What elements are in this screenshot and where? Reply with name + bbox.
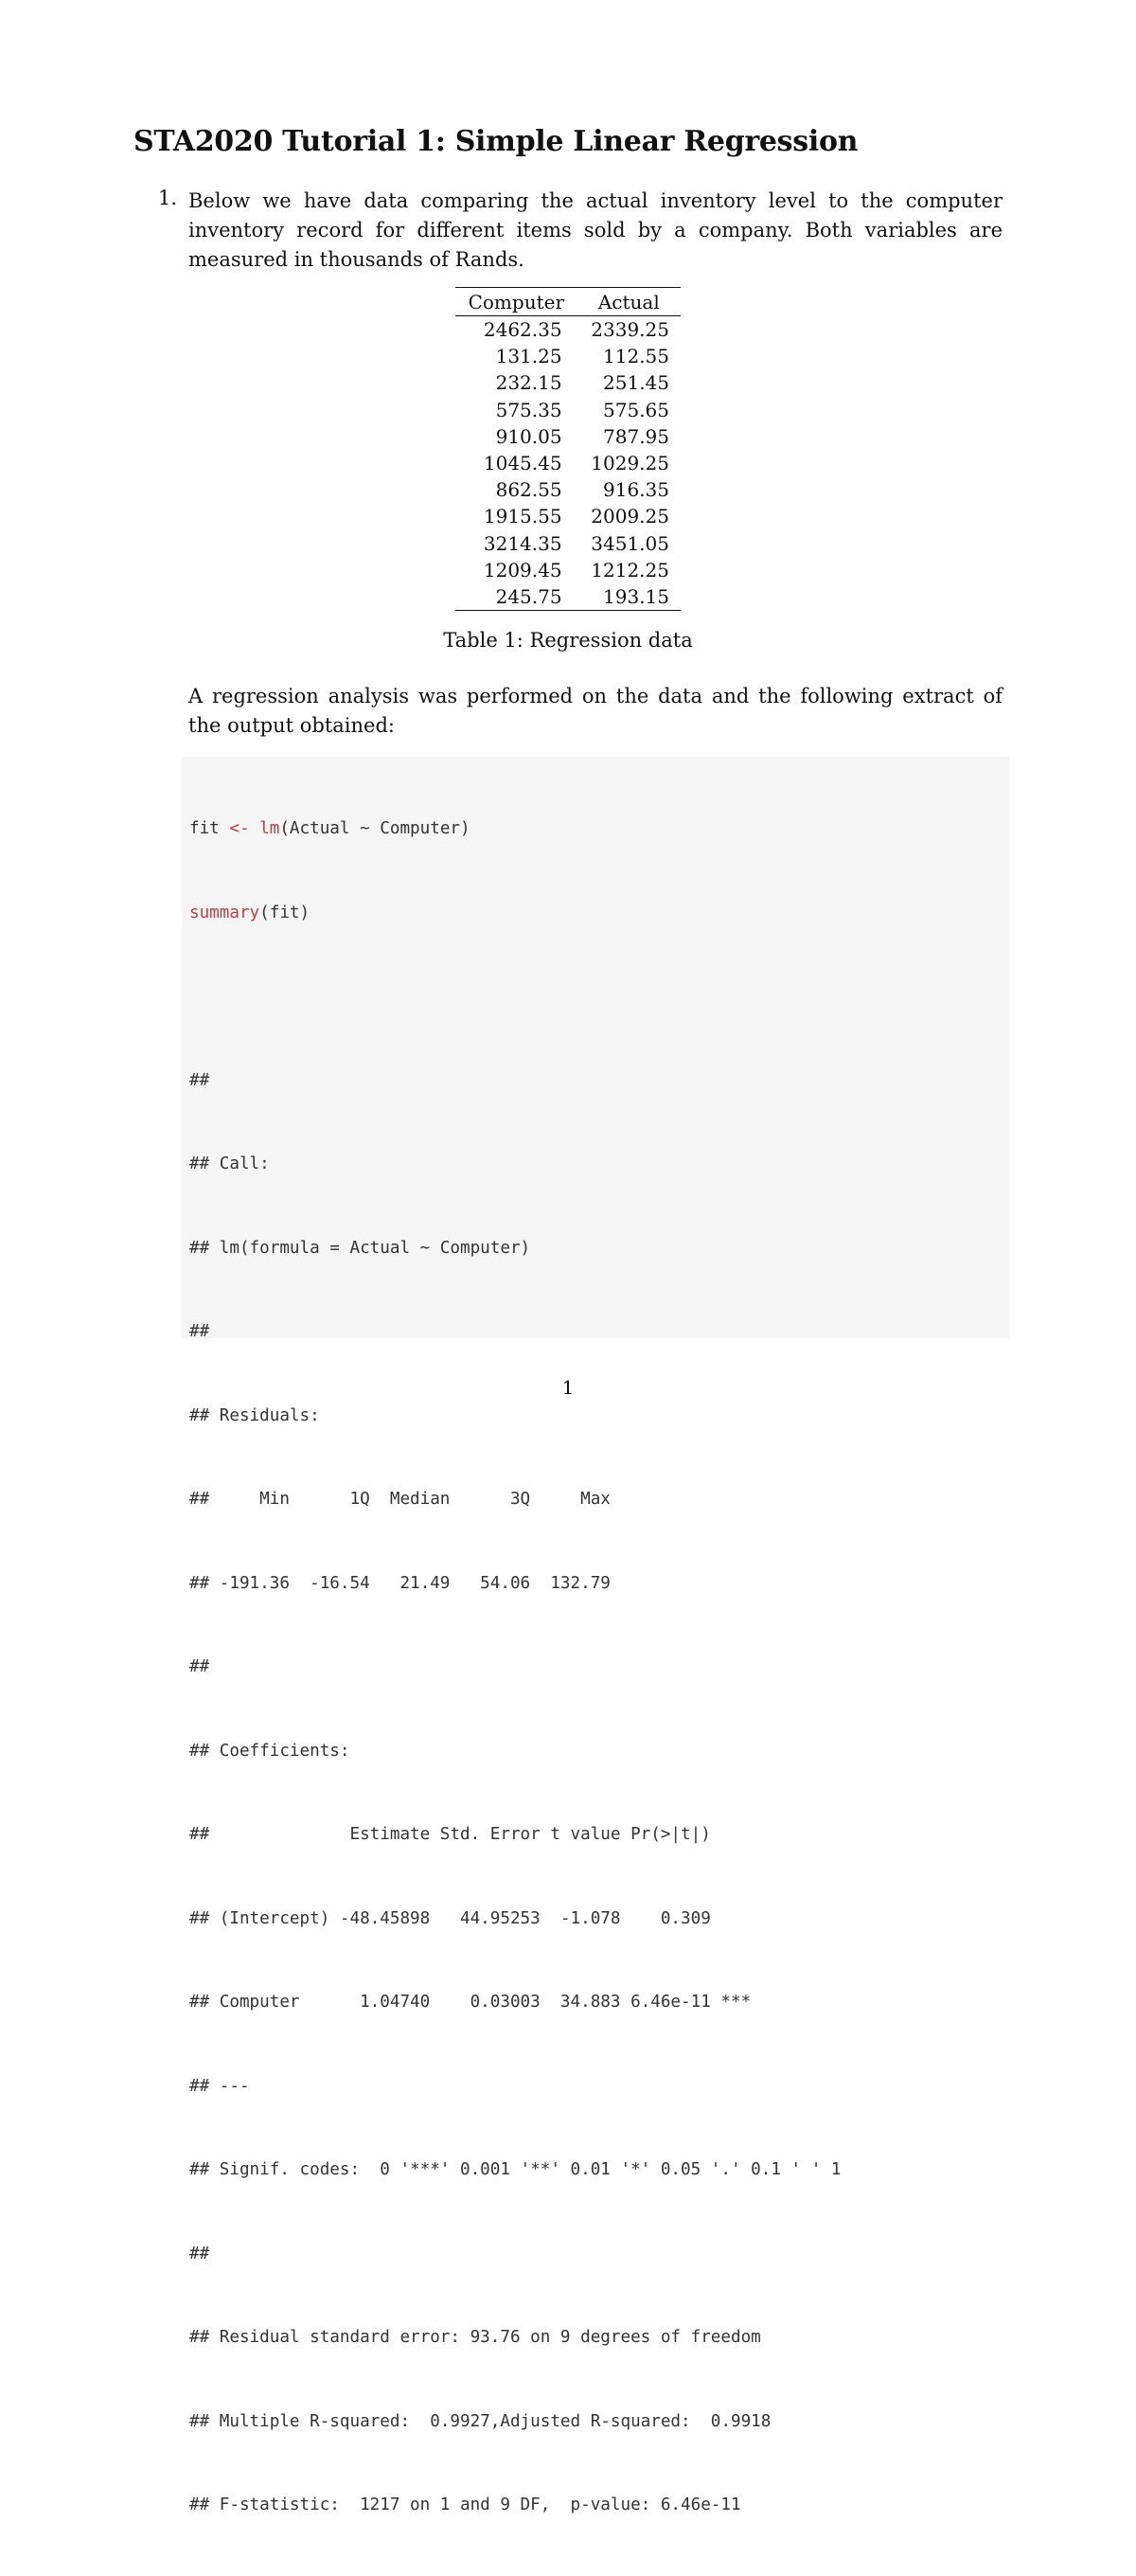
output-line: ## Signif. codes: 0 '***' 0.001 '**' 0.01 '*' 0.05 '.' 0.1 ' ' 1 bbox=[189, 2160, 842, 2179]
table-row bbox=[455, 503, 681, 529]
code-token: fit bbox=[189, 819, 230, 838]
table-cell-computer: 862.55 bbox=[495, 478, 562, 502]
code-token bbox=[250, 819, 260, 838]
analysis-paragraph: A regression analysis was performed on the data and the following extract of the output obtained: bbox=[188, 685, 1003, 737]
table-row bbox=[455, 583, 681, 611]
output-line: ## bbox=[189, 2244, 210, 2263]
table-cell-computer: 131.25 bbox=[495, 345, 562, 368]
table-cell-computer: 245.75 bbox=[495, 584, 562, 608]
table-cell-computer: 2462.35 bbox=[483, 318, 562, 342]
output-line: ## Coefficients: bbox=[189, 1741, 350, 1761]
code-line-summary bbox=[189, 900, 842, 928]
r-code-block bbox=[182, 757, 1009, 2514]
table-cell-computer: 1045.45 bbox=[483, 452, 562, 475]
table-row bbox=[455, 450, 681, 476]
code-lines bbox=[189, 760, 842, 2576]
output-line: ## Call: bbox=[189, 1154, 270, 1173]
output-line: ## Residuals: bbox=[189, 1405, 320, 1425]
table-cell-computer: 232.15 bbox=[495, 371, 562, 395]
table-row bbox=[455, 530, 681, 557]
table-cell-actual: 251.45 bbox=[603, 371, 669, 395]
table-cell-actual: 916.35 bbox=[603, 478, 669, 502]
table-cell-computer: 1209.45 bbox=[483, 558, 562, 581]
output-line: ## --- bbox=[189, 2076, 250, 2096]
table-cell-actual: 1212.25 bbox=[591, 558, 669, 581]
table-row bbox=[455, 369, 681, 396]
column-header-computer: Computer bbox=[455, 288, 577, 316]
output-line: ## bbox=[189, 1322, 210, 1341]
table-cell-computer: 3214.35 bbox=[483, 531, 562, 555]
table-row bbox=[455, 343, 681, 369]
table-cell-actual: 575.65 bbox=[603, 398, 669, 421]
code-token-assign: <- bbox=[229, 819, 250, 838]
table-cell-computer: 910.05 bbox=[495, 424, 562, 448]
regression-data-table bbox=[455, 287, 681, 611]
table-cell-actual: 112.55 bbox=[603, 345, 669, 368]
output-line: ## lm(formula = Actual ~ Computer) bbox=[189, 1238, 531, 1258]
output-line: ## Residual standard error: 93.76 on 9 degrees of freedom bbox=[189, 2328, 761, 2347]
code-token: (Actual ~ Computer) bbox=[279, 819, 470, 838]
question-intro: Below we have data comparing the actual inventory level to the computer inventory record for different items sold by a company. Both variables are measured in thousands of Rands. bbox=[188, 189, 1003, 271]
output-line: ## -191.36 -16.54 21.49 54.06 132.79 bbox=[189, 1573, 611, 1593]
table-row bbox=[455, 557, 681, 583]
output-line: ## Min 1Q Median 3Q Max bbox=[189, 1490, 611, 1509]
table-cell-computer: 575.35 bbox=[495, 398, 562, 421]
code-token: (fit) bbox=[259, 903, 311, 922]
table-cell-actual: 787.95 bbox=[603, 424, 669, 448]
page-number: 1 bbox=[561, 1376, 575, 1399]
table-header-row bbox=[455, 288, 681, 316]
table-cell-actual: 3451.05 bbox=[591, 531, 669, 555]
page-title: STA2020 Tutorial 1: Simple Linear Regression bbox=[133, 125, 859, 158]
output-line: ## bbox=[189, 1657, 210, 1676]
output-line: ## bbox=[189, 1070, 210, 1090]
table-caption: Table 1: Regression data bbox=[443, 629, 693, 652]
table-cell-actual: 1029.25 bbox=[591, 452, 669, 475]
output-line: ## Estimate Std. Error t value Pr(>|t|) bbox=[189, 1825, 711, 1844]
output-line: ## (Intercept) -48.45898 44.95253 -1.078 0.309 bbox=[189, 1908, 711, 1928]
code-token-lm: lm bbox=[259, 819, 280, 838]
code-line-fit bbox=[189, 815, 842, 844]
table-row bbox=[455, 423, 681, 450]
table-row bbox=[455, 476, 681, 503]
output-line: ## Computer 1.04740 0.03003 34.883 6.46e-11 *** bbox=[189, 1993, 752, 2012]
output-line: ## F-statistic: 1217 on 1 and 9 DF, p-value: 6.46e-11 bbox=[189, 2496, 741, 2514]
table-cell-computer: 1915.55 bbox=[483, 505, 562, 528]
table-cell-actual: 2339.25 bbox=[591, 318, 669, 342]
table-cell-actual: 193.15 bbox=[603, 584, 669, 608]
column-header-actual: Actual bbox=[577, 288, 681, 316]
table-row bbox=[455, 397, 681, 423]
output-line: ## Multiple R-squared: 0.9927,Adjusted R-squared: 0.9918 bbox=[189, 2411, 772, 2431]
output-line bbox=[189, 983, 842, 1011]
table-row bbox=[455, 316, 681, 344]
table-cell-actual: 2009.25 bbox=[591, 505, 669, 528]
code-token-summary: summary bbox=[189, 903, 260, 922]
question-number: 1. bbox=[158, 187, 178, 209]
